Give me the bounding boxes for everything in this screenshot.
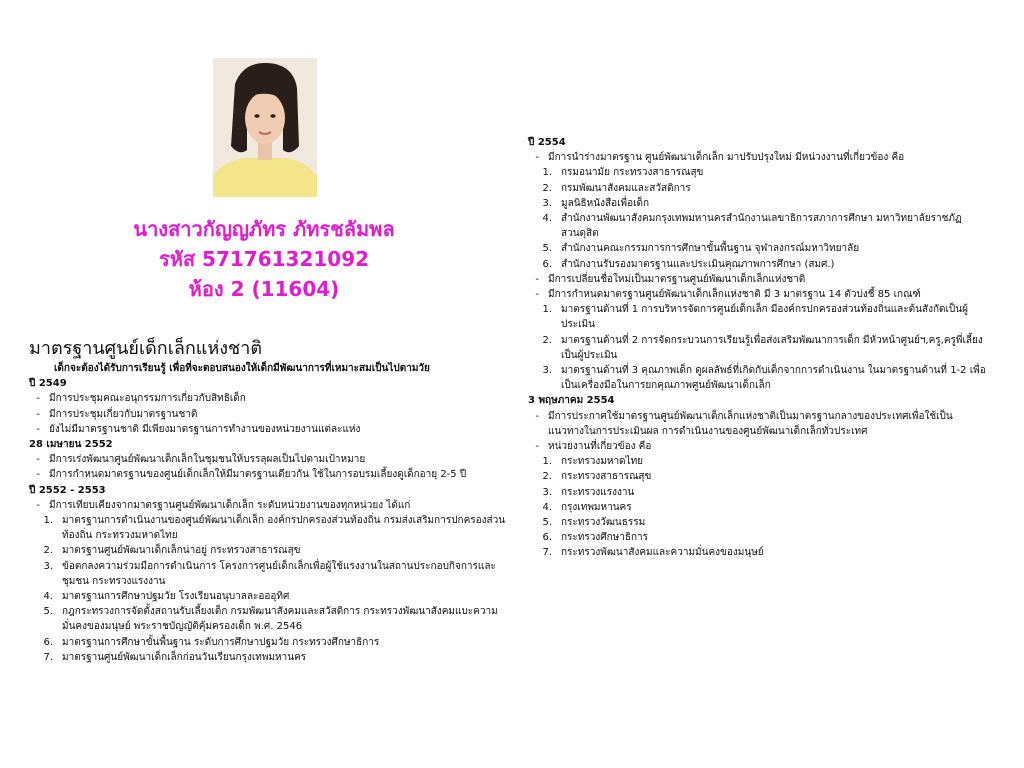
item-text: มีการเร่งพัฒนาศูนย์พัฒนาเด็กเล็กในชุมชนให้บรรลุผลเป็นไปตามเป้าหมาย — [49, 454, 366, 466]
list-item — [528, 241, 988, 256]
list-item — [29, 604, 507, 634]
document-subtitle: เด็กจะต้องได้รับการเรียนรู้ เพื่อที่จะตอบสนองให้เด็กมีพัฒนาการที่เหมาะสมเป็นไปตามวัย — [54, 363, 430, 374]
item-text: ข้อตกลงความร่วมมือการดำเนินการ โครงการศูนย์เด็กเล็กเพื่อผู้ใช้แรงงานในสถานประกอบกิจการและชุมชน กระทรวงแรงงาน — [62, 560, 496, 587]
section-heading: ปี 2554 — [528, 137, 566, 148]
profile-photo — [213, 58, 317, 197]
bullet-dash: - — [36, 408, 40, 420]
list-item — [528, 530, 988, 545]
item-text: มูลนิธิหนังสือเพื่อเด็ก — [561, 197, 650, 209]
item-text: สำนักงานพัฒนาสังคมกรุงเทพมหานครสำนักงานเลขาธิการสภาการศึกษา มหาวิทยาลัยราชภัฏสวนดุสิต — [561, 213, 962, 240]
bullet-dash: - — [535, 289, 539, 301]
item-number: 7. — [542, 547, 552, 559]
list-item — [528, 454, 988, 469]
item-number: 1. — [542, 304, 552, 316]
section-heading: ปี 2552 - 2553 — [29, 484, 106, 496]
item-number: 5. — [43, 606, 53, 618]
profile-photo-portrait — [213, 58, 317, 197]
list-item — [29, 635, 507, 650]
item-text: มีการประชุมคณะอนุกรรมการเกี่ยวกับสิทธิเด็ก — [49, 393, 246, 405]
item-text: มาตรฐานศูนย์พัฒนาเด็กเล็กก่อนวันเรียนกรุงเทพมหานคร — [62, 651, 307, 663]
item-text: มาตรฐานการศึกษาขั้นพื้นฐาน ระดับการศึกษาปฐมวัย กระทรวงศึกษาธิการ — [62, 636, 380, 648]
list-item — [29, 650, 507, 665]
list-item — [528, 181, 988, 196]
item-number: 4. — [542, 213, 552, 225]
item-text: กระทรวงพัฒนาสังคมและความมั่นคงของมนุษย์ — [561, 547, 764, 559]
item-text: ยังไม่มีมาตรฐานชาติ มีเพียงมาตรฐานการทำงานของหน่วยงานแต่ละแห่ง — [49, 423, 361, 435]
right-column — [528, 135, 988, 561]
list-item — [29, 589, 507, 604]
item-text: มาตรฐานด้านที่ 2 การจัดกระบวนการเรียนรู้เพื่อส่งเสริมพัฒนาการเด็ก มีหัวหน้าศูนย์ฯ,ครู,ครูพี่เลี้ยง เป็นผู้ประเมิน — [561, 334, 983, 361]
item-number: 2. — [43, 545, 53, 557]
item-text: มาตรฐานด้านที่ 3 คุณภาพเด็ก ดูผลลัพธ์ที่เกิดกับเด็กจากการดำเนินงาน ในมาตรฐานด้านที่ 1-2 เพื่อเป็นเครื่องมือในการยกคุณภาพศูนย์พัฒนาเด็กเล็ก — [561, 365, 986, 392]
item-text: มีการกำหนดมาตรฐานศูนย์พัฒนาเด็กเล็กแห่งชาติ มี 3 มาตรฐาน 14 ตัวบ่งชี้ 85 เกณฑ์ — [548, 289, 921, 301]
list-item — [528, 272, 988, 287]
student-id: รหัส 571761321092 — [158, 247, 370, 271]
list-item — [528, 333, 988, 363]
list-item — [29, 467, 507, 482]
list-item — [528, 257, 988, 272]
section-heading: 28 เมษายน 2552 — [29, 439, 113, 451]
item-number: 5. — [542, 517, 552, 529]
item-text: มาตรฐานด้านที่ 1 การบริหารจัดการศูนย์เด็กเล็ก มีองค์กรปกครองส่วนท้องถิ่นและต้นสังกัดเป็นผู้ประเมิน — [561, 304, 968, 331]
item-number: 4. — [542, 501, 552, 513]
list-item — [528, 302, 988, 332]
student-info — [80, 214, 448, 304]
list-item — [528, 211, 988, 241]
item-text: มีการนำร่างมาตรฐาน ศูนย์พัฒนาเด็กเล็ก มาปรับปรุงใหม่ มีหน่วงงานที่เกี่ยวข้อง คือ — [548, 152, 905, 164]
list-item — [528, 515, 988, 530]
item-text: กระทรวงแรงงาน — [561, 486, 635, 498]
section-heading: ปี 2549 — [29, 378, 67, 390]
list-item — [29, 543, 507, 558]
bullet-dash: - — [36, 454, 40, 466]
item-number: 7. — [43, 651, 53, 663]
list-item — [528, 165, 988, 180]
item-text: มีการเปลี่ยนชื่อใหม่เป็นมาตรฐานศูนย์พัฒนาเด็กเล็กแห่งชาติ — [548, 273, 806, 285]
item-text: กรมพัฒนาสังคมและสวัสดิการ — [561, 182, 691, 194]
item-text: กฎกระทรวงการจัดตั้งสถานรับเลี้ยงเด็ก กรมพัฒนาสังคมและสวัสดิการ กระทรวงพัฒนาสังคมแบะความมั่นคงของมนุษย์ พระราชบัญญัติคุ้มครองเด็ก พ.ศ. 2546 — [62, 606, 498, 633]
student-room: ห้อง 2 (11604) — [188, 277, 340, 301]
item-text: สำนักงานรับรองมาตรฐานและประเมินคุณภาพการศึกษา (สมศ.) — [561, 258, 835, 270]
list-item — [528, 196, 988, 211]
item-number: 1. — [43, 515, 53, 527]
bullet-dash: - — [36, 499, 40, 511]
item-number: 3. — [43, 560, 53, 572]
list-item — [29, 407, 507, 422]
item-number: 5. — [542, 243, 552, 255]
list-item — [528, 409, 988, 439]
item-number: 1. — [542, 456, 552, 468]
list-item — [528, 545, 988, 560]
item-text: มาตรฐานศูนย์พัฒนาเด็กเล็กน่าอยู่ กระทรวงสาธารณสุข — [62, 545, 301, 557]
item-number: 3. — [542, 365, 552, 377]
bullet-dash: - — [535, 441, 539, 453]
left-column — [29, 361, 507, 665]
right-sections — [528, 135, 988, 561]
item-text: หน่วยงานที่เกี่ยวข้อง คือ — [548, 441, 652, 453]
list-item — [29, 498, 507, 513]
item-number: 2. — [542, 182, 552, 194]
bullet-dash: - — [535, 273, 539, 285]
item-text: มีการเทียบเคียงจากมาตรฐานศูนย์พัฒนาเด็กเล็ก ระดับหน่วยงานของทุกหน่วยง ได้แก่ — [49, 499, 411, 511]
item-number: 2. — [542, 334, 552, 346]
item-text: กระทรวงสาธารณสุข — [561, 471, 652, 483]
bullet-dash: - — [36, 393, 40, 405]
bullet-dash: - — [535, 152, 539, 164]
bullet-dash: - — [36, 469, 40, 481]
item-number: 4. — [43, 591, 53, 603]
item-text: มีการประกาศใช้มาตรฐานศูนย์พัฒนาเด็กเล็กแห่งชาติเป็นมาตรฐานกลางของประเทศเพื่อใช้เป็นแนวทางในการประเมินผล การดำเนินงานของศูนย์พัฒนาเด็กเล็กทั่วประเทศ — [548, 410, 953, 437]
item-text: กรมอนามัย กระทรวงสาธารณสุข — [561, 167, 704, 179]
item-text: มาตรฐานการศึกษาปฐมวัย โรงเรียนอนุบาลละอออุทิศ — [62, 591, 290, 603]
item-text: กระทรวงมหาดไทย — [561, 456, 644, 468]
item-number: 6. — [43, 636, 53, 648]
list-item — [29, 452, 507, 467]
item-number: 3. — [542, 197, 552, 209]
item-text: กระทรวงวัฒนธรรม — [561, 517, 646, 529]
item-text: สำนักงานคณะกรรมการการศึกษาขั้นพื้นฐาน จุฬาลงกรณ์มหาวิทยาลัย — [561, 243, 860, 255]
list-item — [29, 559, 507, 589]
list-item — [528, 469, 988, 484]
list-item — [528, 150, 988, 165]
item-text: มีการกำหนดมาตรฐานของศูนย์เด็กเล็กให้มีมาตรฐานเดียวกัน ใช้ในการอบรมเลี้ยงดูเด็กอายุ 2-5 ปี — [49, 469, 467, 481]
item-number: 2. — [542, 471, 552, 483]
list-item — [528, 287, 988, 302]
item-number: 1. — [542, 167, 552, 179]
bullet-dash: - — [535, 410, 539, 422]
list-item — [528, 485, 988, 500]
document-title: มาตรฐานศูนย์เด็กเล็กแห่งชาติ — [29, 338, 263, 359]
list-item — [528, 500, 988, 515]
item-text: มาตรฐานการดำเนินงานของศูนย์พัฒนาเด็กเล็ก องค์กรปกครองส่วนท้องถิ่น กรมส่งเสริมการปกครองส่วนท้องถิ่น กระทรวงมหาดไทย — [62, 515, 506, 542]
section-heading: 3 พฤษภาคม 2554 — [528, 395, 615, 407]
left-sections — [29, 376, 507, 665]
bullet-dash: - — [36, 423, 40, 435]
item-text: กรุงเทพมหานคร — [561, 501, 632, 513]
list-item — [29, 422, 507, 437]
item-number: 3. — [542, 486, 552, 498]
item-text: มีการประชุมเกี่ยวกับมาตรฐานชาติ — [49, 408, 198, 420]
list-item — [29, 391, 507, 406]
list-item — [528, 363, 988, 393]
item-number: 6. — [542, 532, 552, 544]
list-item — [29, 513, 507, 543]
item-number: 6. — [542, 258, 552, 270]
list-item — [528, 439, 988, 454]
item-text: กระทรวงศึกษาธิการ — [561, 532, 649, 544]
student-name: นางสาวกัญญภัทร ภัทรชลัมพล — [133, 217, 395, 241]
